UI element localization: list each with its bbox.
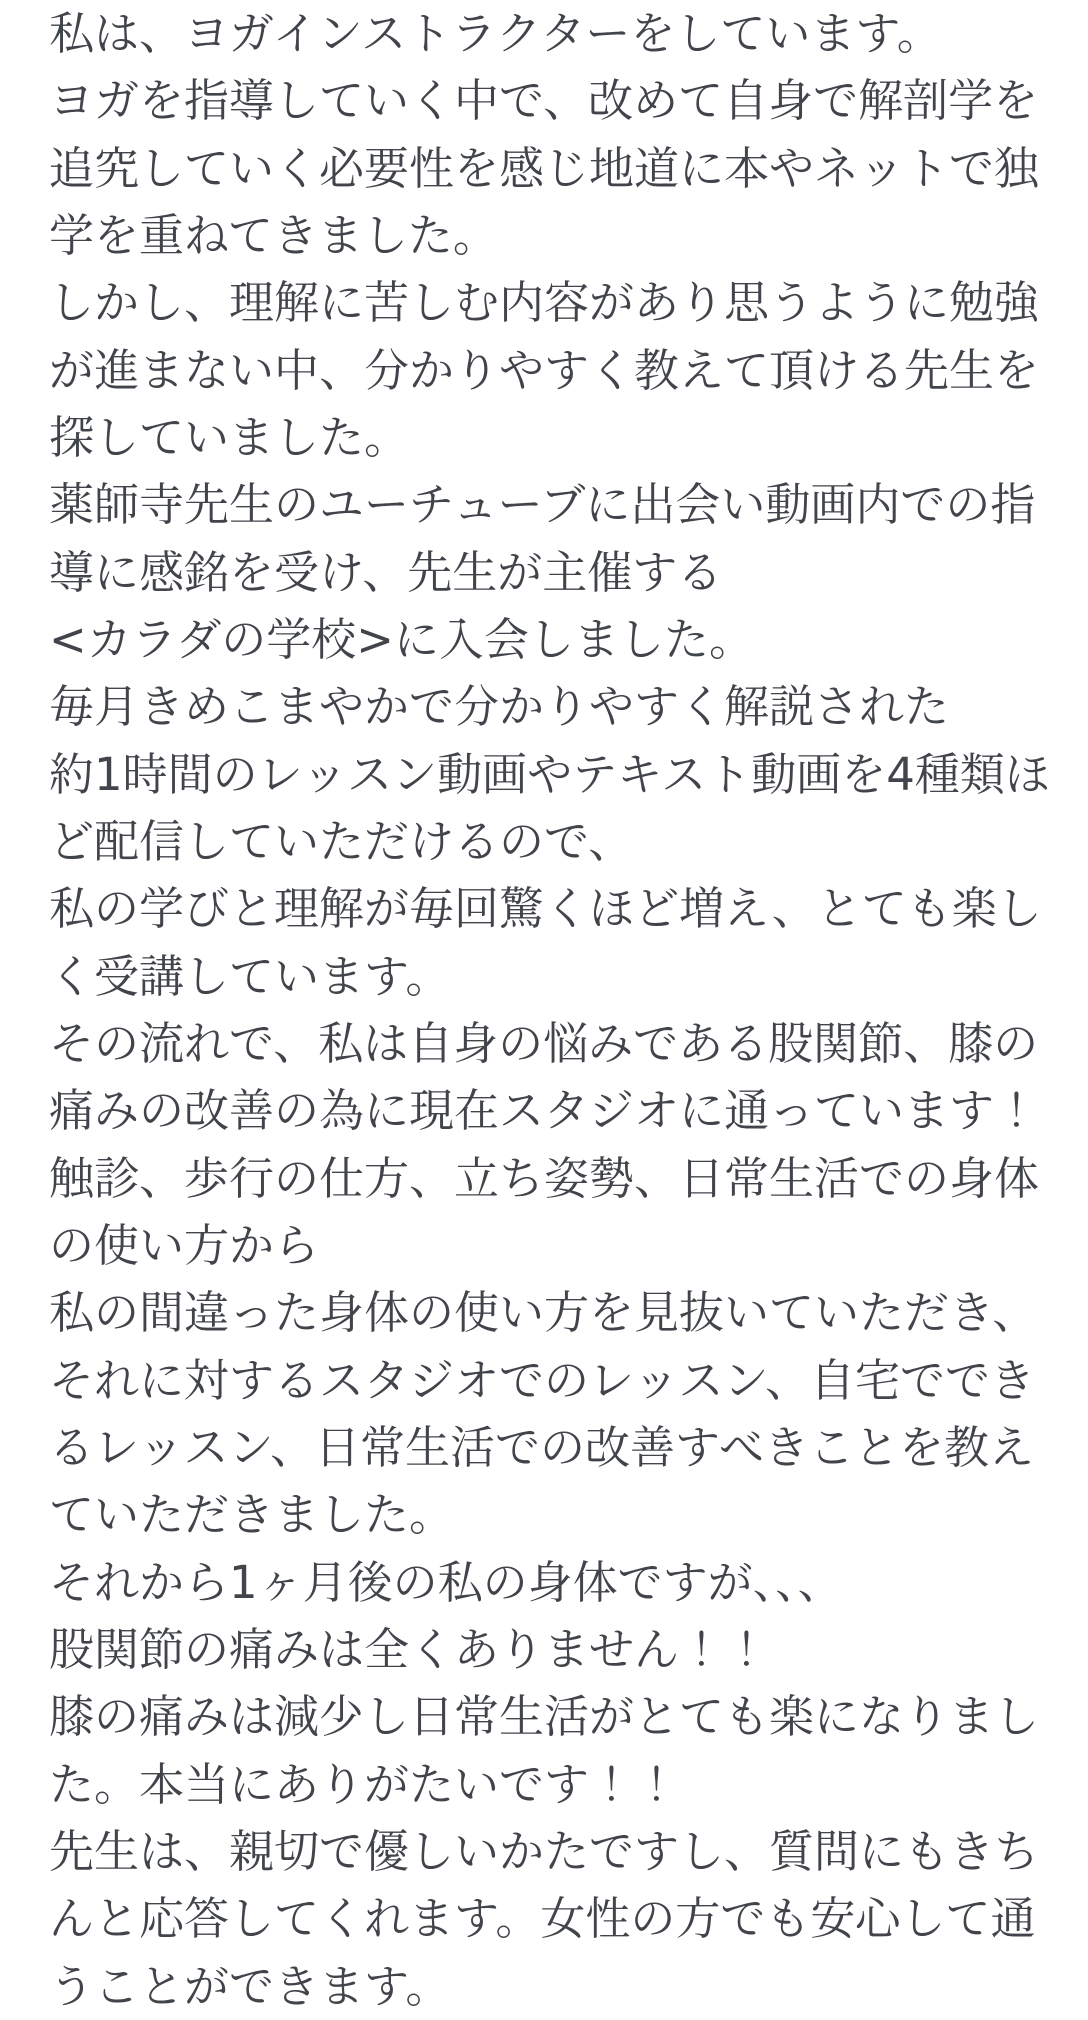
text-line: 膝の痛みは減少し日常生活がとても楽になりまし <box>49 1690 1040 1744</box>
text-line: た。本当にありがたいです！！ <box>49 1757 680 1811</box>
text-line: 導に感銘を受け、先生が主催する <box>49 545 723 599</box>
text-line: ていただきました。 <box>49 1488 455 1542</box>
text-line: うことができます。 <box>49 1959 451 2013</box>
text-line: 私は、ヨガインストラクターをしています。 <box>49 7 942 60</box>
text-line: 薬師寺先生のユーチューブに出会い動画内での指 <box>49 478 1036 532</box>
text-line: んと応答してくれます。女性の方でも安心して通 <box>49 1892 1036 1946</box>
text-line: 約1時間のレッスン動画やテキスト動画を4種類ほ <box>49 747 1050 801</box>
text-line: しかし、理解に苦しむ内容があり思うように勉強 <box>49 276 1040 330</box>
text-line: 先生は、親切で優しいかたですし、質問にもきち <box>49 1824 1040 1878</box>
text-line: く受講しています。 <box>49 949 451 1003</box>
text-line: それに対するスタジオでのレッスン、自宅ででき <box>49 1353 1035 1407</box>
text-line: が進まない中、分かりやすく教えて頂ける先生を <box>49 343 1040 397</box>
text-line: 追究していく必要性を感じ地道に本やネットで独 <box>49 141 1040 195</box>
text-line: <カラダの学校>に入会しました。 <box>49 612 754 666</box>
text-line: 私の間違った身体の使い方を見抜いていただき、 <box>49 1286 1038 1340</box>
text-line: 股関節の痛みは全くありません！！ <box>49 1622 770 1676</box>
text-line: 学を重ねてきました。 <box>49 208 498 262</box>
text-line: それから1ヶ月後の私の身体ですが、、、 <box>49 1555 843 1609</box>
text-line: の使い方から <box>49 1218 320 1272</box>
text-line: 痛みの改善の為に現在スタジオに通っています！ <box>49 1084 1040 1138</box>
text-line: 触診、歩行の仕方、立ち姿勢、日常生活での身体 <box>49 1151 1040 1205</box>
text-line: るレッスン、日常生活での改善すべきことを教え <box>49 1420 1035 1474</box>
text-line: 毎月きめこまやかで分かりやすく解説された <box>49 680 950 734</box>
text-line: 私の学びと理解が毎回驚くほど増え、とても楽し <box>49 882 1042 936</box>
text-line: ヨガを指導していく中で、改めて自身で解剖学を <box>49 74 1039 128</box>
text-line: その流れで、私は自身の悩みである股関節、膝の <box>49 1016 1039 1070</box>
text-line: 探していました。 <box>49 410 410 464</box>
text-line: ど配信していただけるので、 <box>49 814 634 868</box>
